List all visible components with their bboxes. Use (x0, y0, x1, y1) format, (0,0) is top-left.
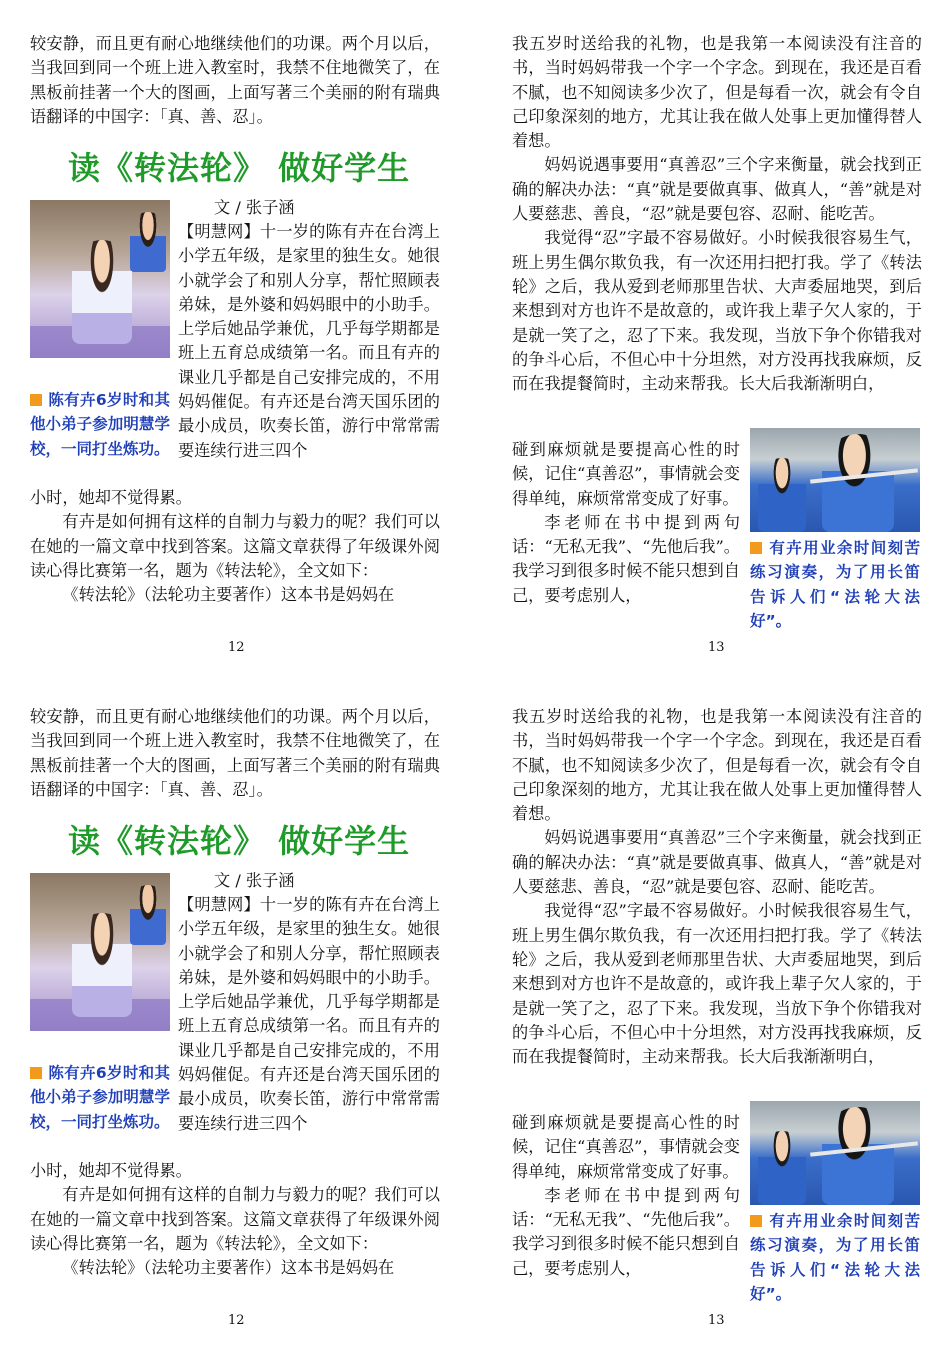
page-number: 13 (708, 1313, 725, 1328)
left-page (30, 673, 440, 1345)
body-paragraph: 我觉得“忍”字最不容易做好。小时候我很容易生气，班上男生偶尔欺负我，有一次还用扫把打我。学了《转法轮》之后，我从爱到老师那里告状、大声委屈地哭，到后来想到对方也许不是故意的，或许我上辈子欠人家的，于是就一笑了之，忍了下来。我发现，当放下争个你错我对的争斗心后，不但心中十分坦然，对方没再找我麻烦，反而在我提餐简时，主动来帮我。长大后我渐渐明白， (512, 228, 922, 394)
article-body-text: 【明慧网】十一岁的陈有卉在台湾上小学五年级，是家里的独生女。她很小就学会了和别人分享，帮忙照顾表弟妹，是外婆和妈妈眼中的小助手。上学后她品学兼优，几乎每学期都是班上五育总成绩第一名。而且有卉的课业几乎都是自己安排完成的，不用妈妈催促。有卉还是台湾天国乐团的最小成员，吹奏长笛，游行中常常需要连续行进三四个 (178, 895, 440, 1133)
body-paragraph: 碰到麻烦就是要提高心性的时候，记住“真善忍”，事情就会变得单纯，麻烦常常变成了好事。 (512, 440, 740, 508)
body-paragraph: 我觉得“忍”字最不容易做好。小时候我很容易生气，班上男生偶尔欺负我，有一次还用扫把打我。学了《转法轮》之后，我从爱到老师那里告状、大声委屈地哭，到后来想到对方也许不是故意的，或许我上辈子欠人家的，于是就一笑了之，忍了下来。我发现，当放下争个你错我对的争斗心后，不但心中十分坦然，对方没再找我麻烦，反而在我提餐简时，主动来帮我。长大后我渐渐明白， (512, 901, 922, 1067)
photo-caption-text: 陈有卉6岁时和其他小弟子参加明慧学校，一同打坐炼功。 (30, 391, 170, 458)
body-paragraph: 李老师在书中提到两句话：“无私无我”、“先他后我”。我学习到很多时候不能只想到自己，要考虑别人， (512, 1185, 740, 1278)
page-spread-bottom (0, 673, 950, 1345)
flute-photo (750, 428, 920, 532)
bullet-icon (30, 1067, 42, 1079)
byline: 文 / 张子涵 (214, 871, 295, 890)
right-page (512, 0, 922, 672)
bullet-icon (30, 394, 42, 406)
article-body (178, 893, 440, 1136)
article-body-continued (30, 1159, 440, 1280)
body-paragraph: 碰到麻烦就是要提高心性的时候，记住“真善忍”，事情就会变得单纯，麻烦常常变成了好事。 (512, 1113, 740, 1181)
body-line: 小时，她却不觉得累。 (30, 488, 192, 507)
photo-caption-text: 有卉用业余时间刻苦练习演奏，为了用长笛告诉人们“法轮大法好”。 (750, 539, 920, 630)
body-paragraph: 《转法轮》（法轮功主要著作）这本书是妈妈在 (62, 585, 395, 605)
byline: 文 / 张子涵 (214, 198, 295, 217)
right-page (512, 673, 922, 1345)
article-title: 读《转法轮》 做好学生 (68, 822, 411, 860)
body-paragraph: 《转法轮》（法轮功主要著作）这本书是妈妈在 (62, 1258, 395, 1278)
photo-caption (750, 536, 920, 633)
intro-paragraph: 较安静，而且更有耐心地继续他们的功课。两个月以后，当我回到同一个班上进入教室时，我禁不住地微笑了，在黑板前挂著一个大的图画，上面写著三个美丽的附有瑞典语翻译的中国字：「真、善、忍」。 (30, 34, 440, 126)
meditation-photo (30, 873, 170, 1031)
bullet-icon (750, 1215, 762, 1227)
photo-caption (30, 388, 170, 461)
meditation-photo (30, 200, 170, 358)
page-number: 13 (708, 640, 725, 655)
page-number: 12 (228, 640, 245, 655)
body-paragraph: 妈妈说遇事要用“真善忍”三个字来衡量，就会找到正确的解决办法：“真”就是要做真事、做真人，“善”就是对人要慈悲、善良，“忍”就是要包容、忍耐、能吃苦。 (512, 155, 922, 224)
article-body-text: 【明慧网】十一岁的陈有卉在台湾上小学五年级，是家里的独生女。她很小就学会了和别人分享，帮忙照顾表弟妹，是外婆和妈妈眼中的小助手。上学后她品学兼优，几乎每学期都是班上五育总成绩第一名。而且有卉的课业几乎都是自己安排完成的，不用妈妈催促。有卉还是台湾天国乐团的最小成员，吹奏长笛，游行中常常需要连续行进三四个 (178, 222, 440, 460)
body-paragraph: 李老师在书中提到两句话：“无私无我”、“先他后我”。我学习到很多时候不能只想到自己，要考虑别人， (512, 512, 740, 605)
body-paragraph: 我五岁时送给我的礼物，也是我第一本阅读没有注音的书，当时妈妈带我一个字一个字念。到现在，我还是百看不腻，也不知阅读多少次了，但是每看一次，就会有令自己印象深刻的地方，尤其让我在做人处事上更加懂得替人着想。 (512, 707, 922, 824)
flute-photo (750, 1101, 920, 1205)
body-line: 小时，她却不觉得累。 (30, 1161, 192, 1180)
page-spread-top (0, 0, 950, 672)
right-page-body (512, 32, 922, 396)
left-page (30, 0, 440, 672)
article-body (178, 220, 440, 463)
right-page-narrow-column (512, 438, 740, 608)
body-paragraph: 妈妈说遇事要用“真善忍”三个字来衡量，就会找到正确的解决办法：“真”就是要做真事、做真人，“善”就是对人要慈悲、善良，“忍”就是要包容、忍耐、能吃苦。 (512, 828, 922, 897)
right-page-narrow-column (512, 1111, 740, 1281)
photo-caption (750, 1209, 920, 1306)
photo-caption (30, 1061, 170, 1134)
bullet-icon (750, 542, 762, 554)
body-paragraph: 有卉是如何拥有这样的自制力与毅力的呢？我们可以在她的一篇文章中找到答案。这篇文章获得了年级课外阅读心得比赛第一名，题为《转法轮》，全文如下： (30, 512, 440, 580)
photo-caption-text: 陈有卉6岁时和其他小弟子参加明慧学校，一同打坐炼功。 (30, 1064, 170, 1131)
article-title: 读《转法轮》 做好学生 (68, 149, 411, 187)
article-body-continued (30, 486, 440, 607)
intro-paragraph: 较安静，而且更有耐心地继续他们的功课。两个月以后，当我回到同一个班上进入教室时，我禁不住地微笑了，在黑板前挂著一个大的图画，上面写著三个美丽的附有瑞典语翻译的中国字：「真、善、忍」。 (30, 707, 440, 799)
photo-caption-text: 有卉用业余时间刻苦练习演奏，为了用长笛告诉人们“法轮大法好”。 (750, 1212, 920, 1303)
page-number: 12 (228, 1313, 245, 1328)
body-paragraph: 我五岁时送给我的礼物，也是我第一本阅读没有注音的书，当时妈妈带我一个字一个字念。到现在，我还是百看不腻，也不知阅读多少次了，但是每看一次，就会有令自己印象深刻的地方，尤其让我在做人处事上更加懂得替人着想。 (512, 34, 922, 151)
body-paragraph: 有卉是如何拥有这样的自制力与毅力的呢？我们可以在她的一篇文章中找到答案。这篇文章获得了年级课外阅读心得比赛第一名，题为《转法轮》，全文如下： (30, 1185, 440, 1253)
right-page-body (512, 705, 922, 1069)
